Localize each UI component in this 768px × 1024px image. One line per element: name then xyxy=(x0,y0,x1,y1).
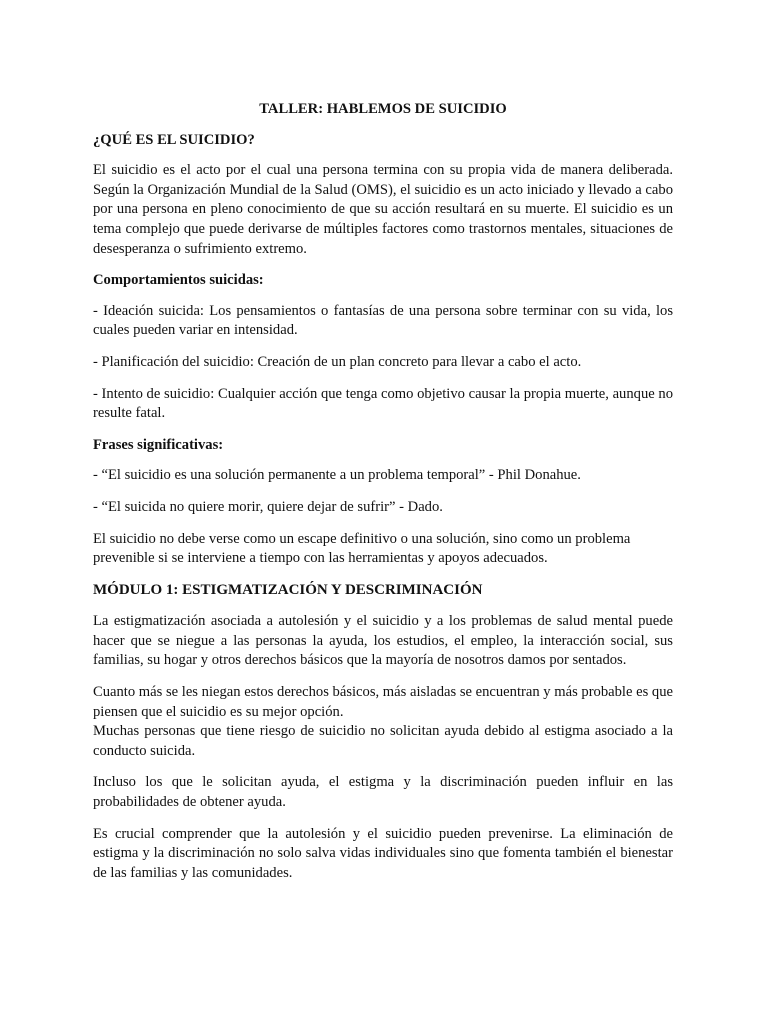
module-heading: MÓDULO 1: ESTIGMATIZACIÓN Y DESCRIMINACIÓN xyxy=(93,581,483,598)
paragraph-stigma: La estigmatización asociada a autolesión y el suicidio y a los problemas de salud mental puede hacer que se niegue a las personas la ayuda, los estudios, el empleo, la interacción social, sus familias, su hogar y otros derechos básicos que la mayoría de nosotros damos por sentados. xyxy=(93,613,673,669)
behavior-item-planning: - Planificación del suicidio: Creación de un plan concreto para llevar a cabo el acto. xyxy=(93,353,582,370)
section-heading-behaviors: Comportamientos suicidas: xyxy=(93,272,264,289)
document-page xyxy=(93,100,673,895)
paragraph-prevention: El suicidio no debe verse como un escape definitivo o una solución, sino como un problema prevenible si se interviene a tiempo con las herramientas y apoyos adecuados. xyxy=(93,530,631,567)
paragraph-rights-part-a: Cuanto más se les niegan estos derechos básicos, más aisladas se encuentran y más probable es que piensen que el suicidio es su mejor opción. xyxy=(93,684,673,720)
section-heading-quotes: Frases significativas: xyxy=(93,436,224,453)
section-heading-what-is: ¿QUÉ ES EL SUICIDIO? xyxy=(93,131,255,148)
paragraph-rights xyxy=(93,683,673,761)
behavior-item-attempt: - Intento de suicidio: Cualquier acción que tenga como objetivo causar la propia muerte, aunque no resulte fatal. xyxy=(93,385,673,422)
quote-item-donahue: - “El suicidio es una solución permanente a un problema temporal” - Phil Donahue. xyxy=(93,467,581,484)
paragraph-definition: El suicidio es el acto por el cual una persona termina con su propia vida de manera deliberada. Según la Organización Mundial de la Salud (OMS), el suicidio es un acto iniciado y llevado a cabo por una persona en pleno conocimiento de que su acción resultará en su muerte. El suicidio es un tema complejo que puede derivarse de múltiples factores como trastornos mentales, situaciones de desesperanza o sufrimiento extremo. xyxy=(93,162,673,257)
paragraph-rights-part-b: Muchas personas que tiene riesgo de suicidio no solicitan ayuda debido al estigma asociado a la conducto suicida. xyxy=(93,723,673,759)
paragraph-crucial: Es crucial comprender que la autolesión y el suicidio pueden prevenirse. La eliminación de estigma y la discriminación no solo salva vidas individuales sino que fomenta también el bienestar de las familias y las comunidades. xyxy=(93,825,673,881)
quote-item-dado: - “El suicida no quiere morir, quiere dejar de sufrir” - Dado. xyxy=(93,498,443,515)
paragraph-help: Incluso los que le solicitan ayuda, el estigma y la discriminación pueden influir en las probabilidades de obtener ayuda. xyxy=(93,774,673,811)
document-title: TALLER: HABLEMOS DE SUICIDIO xyxy=(259,101,507,117)
behavior-item-ideation: - Ideación suicida: Los pensamientos o fantasías de una persona sobre terminar con su vida, los cuales pueden variar en intensidad. xyxy=(93,302,673,339)
